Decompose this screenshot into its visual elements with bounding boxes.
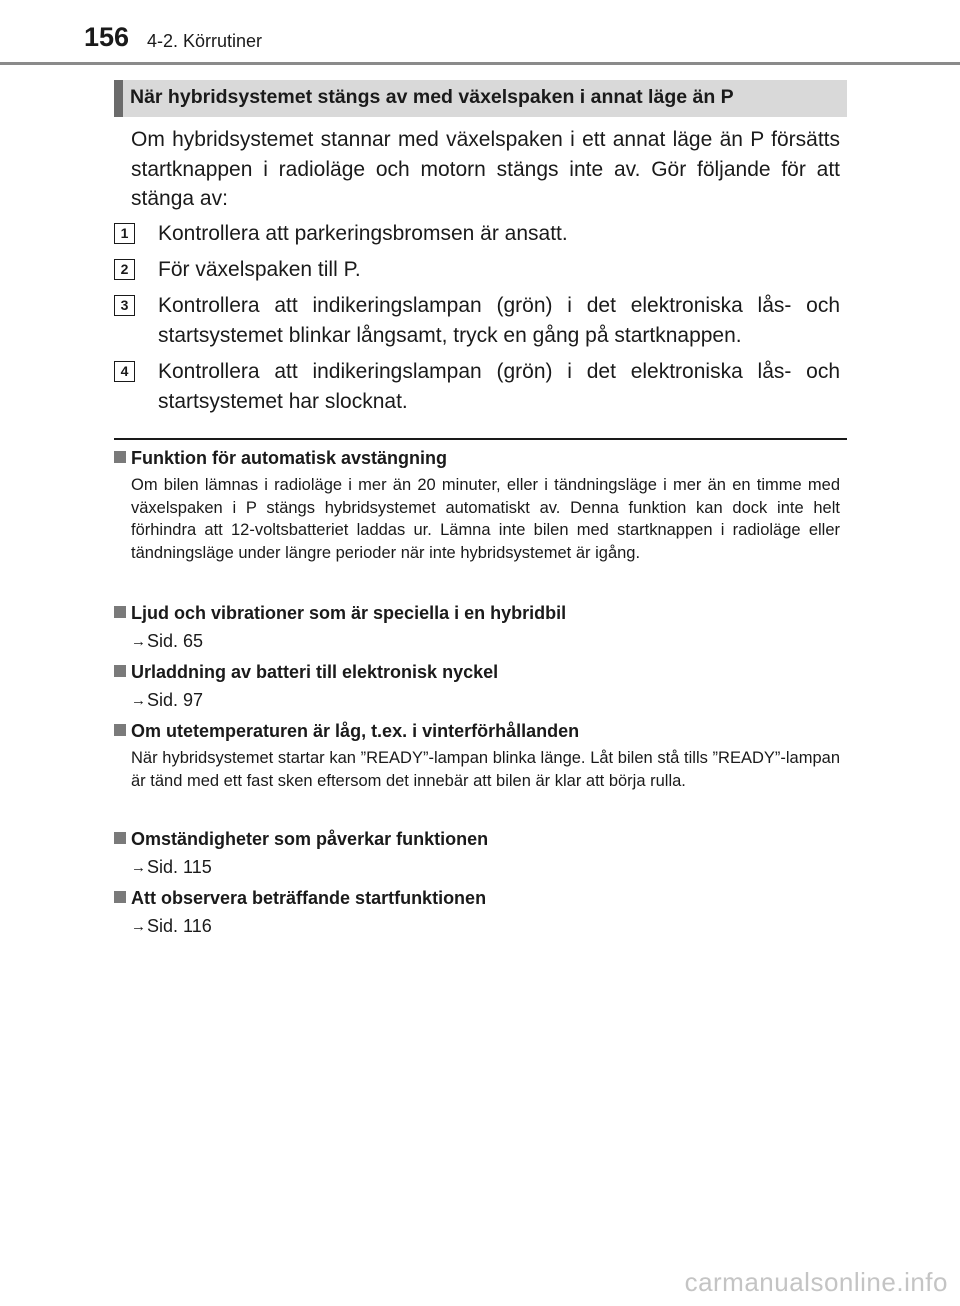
section-heading-accent	[114, 80, 123, 117]
note-heading	[114, 887, 840, 909]
page-reference-text: Sid. 97	[147, 690, 204, 710]
step-number-badge: 3	[114, 295, 135, 316]
step-text: Kontrollera att indikeringslampan (grön) i det elektroniska lås- och startsystemet blinkar långsamt, tryck en gång på startknappen.	[158, 294, 840, 347]
step-text: Kontrollera att parkeringsbromsen är ansatt.	[158, 222, 568, 245]
page-reference-text: Sid. 116	[147, 916, 212, 936]
step-2	[114, 255, 840, 285]
note-body: Om bilen lämnas i radioläge i mer än 20 minuter, eller i tändningsläge i mer än en timme med växelspaken i P stängs hybridsystemet automatiskt av. Denna funktion kan dock inte helt förhindra att 12-voltsbatteriet laddas ur. Lämna inte bilen med startknappen i radioläge eller tändningsläge under längre perioder när inte hybridsystemet är igång.	[131, 476, 840, 562]
note-heading	[114, 447, 840, 469]
step-text: Kontrollera att indikeringslampan (grön) i det elektroniska lås- och startsystemet har slocknat.	[158, 360, 840, 413]
arrow-right-icon: →	[131, 633, 146, 650]
page-reference-text: Sid. 115	[147, 857, 212, 877]
arrow-right-icon: →	[131, 692, 146, 709]
step-number-badge: 1	[114, 223, 135, 244]
page-reference[interactable]	[131, 856, 840, 879]
step-number-badge: 4	[114, 361, 135, 382]
note-auto-shutoff	[114, 447, 840, 564]
note-body: När hybridsystemet startar kan ”READY”-lampan blinka länge. Låt bilen stå tills ”READY”-lampan är tänd med ett fast sken eftersom det innebär att bilen är klar att börja rulla.	[131, 749, 840, 790]
page-number: 156	[84, 22, 130, 52]
note-heading-text: Ljud och vibrationer som är speciella i en hybridbil	[131, 603, 567, 623]
note-heading-text: Omständigheter som påverkar funktionen	[131, 829, 489, 849]
square-bullet-icon	[114, 606, 126, 618]
note-heading-text: Funktion för automatisk avstängning	[131, 448, 448, 468]
section-heading-bar	[114, 80, 847, 117]
chapter-title: 4-2. Körrutiner	[147, 31, 263, 51]
step-1	[114, 219, 840, 249]
page-reference[interactable]	[131, 689, 840, 712]
note-heading	[114, 828, 840, 850]
note-start-function	[114, 887, 840, 938]
note-heading	[114, 720, 840, 742]
note-affecting-conditions	[114, 828, 840, 879]
page-reference-text: Sid. 65	[147, 631, 204, 651]
section-heading: När hybridsystemet stängs av med växelspaken i annat läge än P	[130, 86, 734, 108]
square-bullet-icon	[114, 451, 126, 463]
square-bullet-icon	[114, 832, 126, 844]
header-rule	[0, 62, 960, 65]
note-low-temperature	[114, 720, 840, 792]
step-3	[114, 291, 840, 351]
note-heading	[114, 661, 840, 683]
note-heading-text: Om utetemperaturen är låg, t.ex. i vinterförhållanden	[131, 721, 580, 741]
arrow-right-icon: →	[131, 859, 146, 876]
watermark: carmanualsonline.info	[684, 1267, 948, 1297]
page-reference[interactable]	[131, 915, 840, 938]
arrow-right-icon: →	[131, 918, 146, 935]
note-hybrid-sounds	[114, 602, 840, 653]
square-bullet-icon	[114, 665, 126, 677]
page-reference[interactable]	[131, 630, 840, 653]
square-bullet-icon	[114, 891, 126, 903]
note-heading-text: Att observera beträffande startfunktionen	[131, 888, 487, 908]
step-4	[114, 357, 840, 417]
square-bullet-icon	[114, 724, 126, 736]
step-number-badge: 2	[114, 259, 135, 280]
intro-paragraph: Om hybridsystemet stannar med växelspaken i ett annat läge än P försätts startknappen i radioläge och motorn stängs inte av. Gör följande för att stänga av:	[131, 128, 840, 210]
step-text: För växelspaken till P.	[158, 258, 361, 281]
note-heading-text: Urladdning av batteri till elektronisk nyckel	[131, 662, 499, 682]
note-key-battery	[114, 661, 840, 712]
section-divider	[114, 438, 847, 440]
note-heading	[114, 602, 840, 624]
